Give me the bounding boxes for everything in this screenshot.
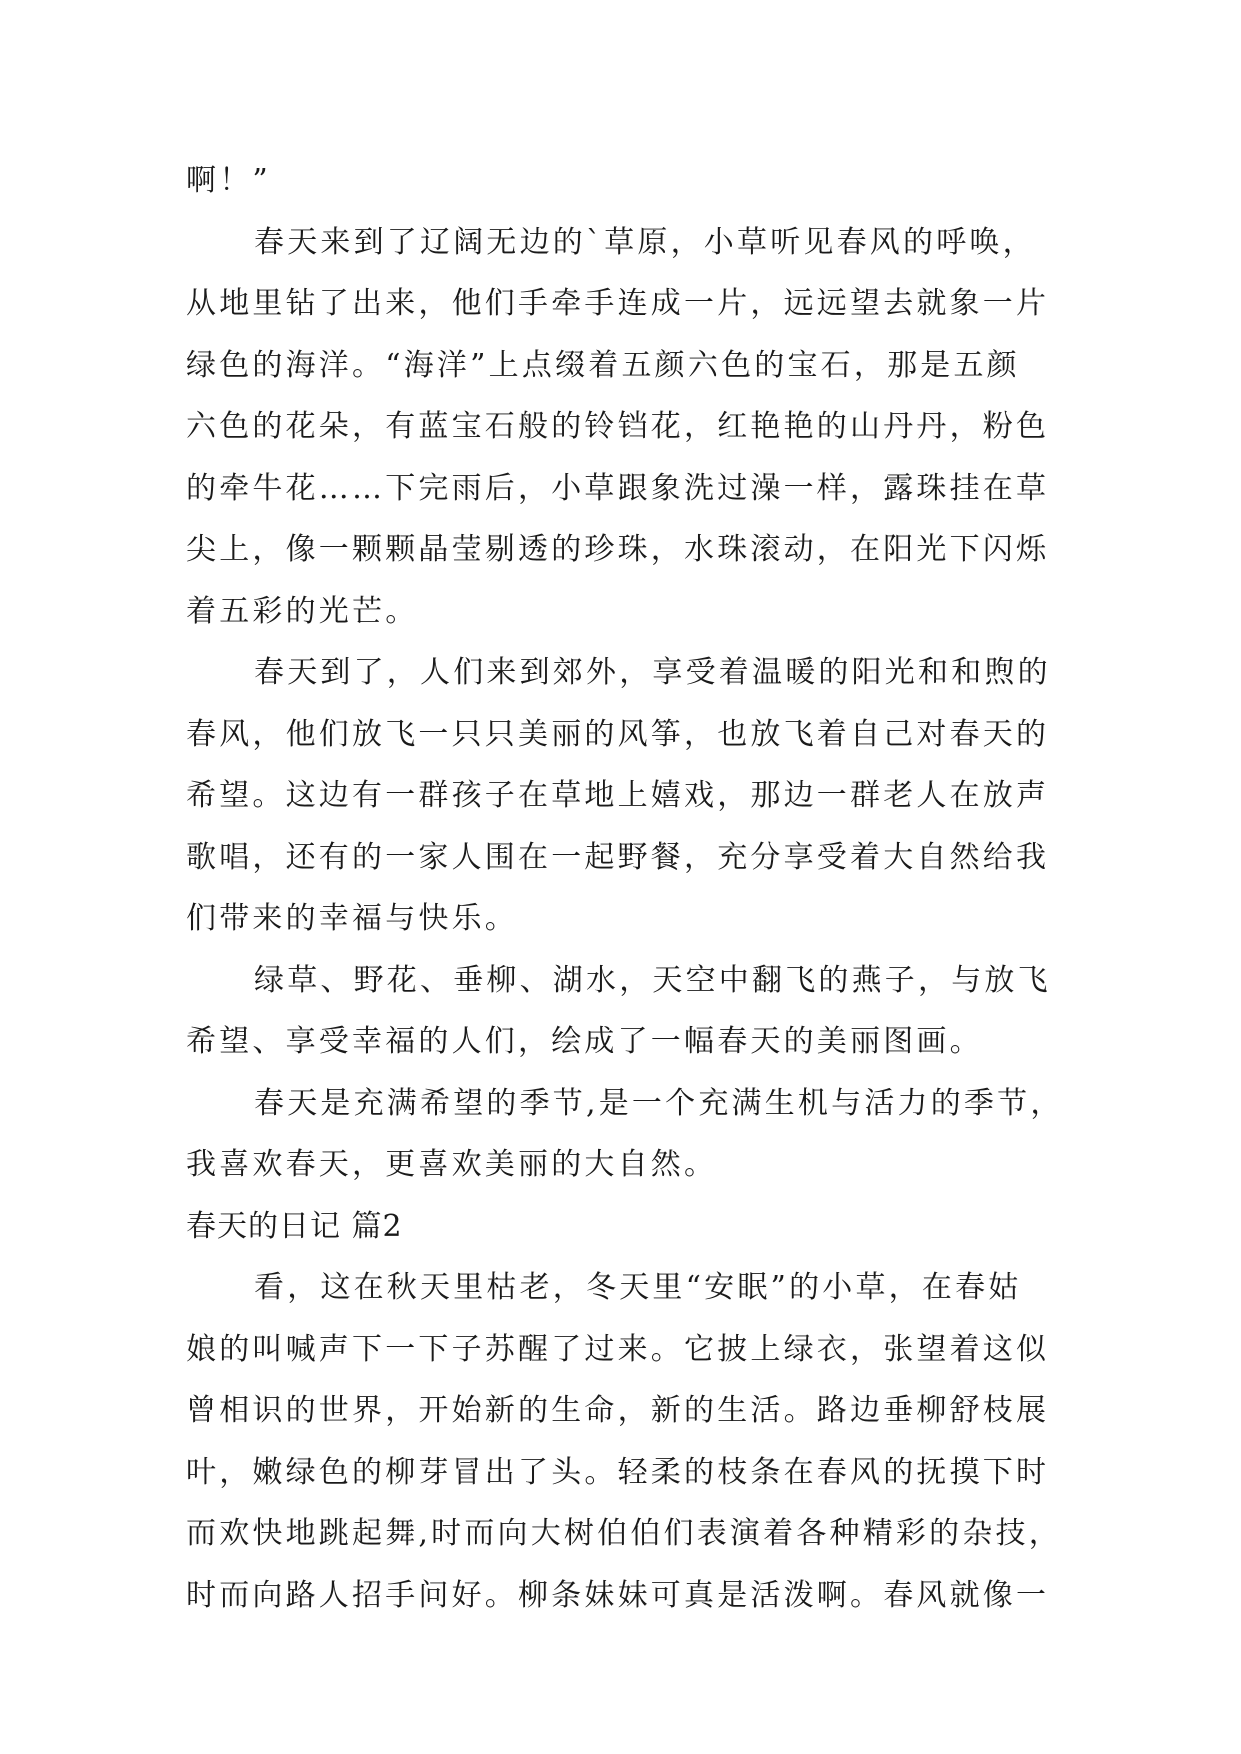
text-line: 看，这在秋天里枯老，冬天里“安眠”的小草，在春姑 — [254, 1270, 1022, 1305]
text-line: 叶，嫩绿色的柳芽冒出了头。轻柔的枝条在春风的抚摸下时 — [186, 1454, 1050, 1490]
text-line: 而欢快地跳起舞,时而向大树伯伯们表演着各种精彩的杂技， — [186, 1516, 1062, 1551]
text-line: 六色的花朵，有蓝宝石般的铃铛花，红艳艳的山丹丹，粉色 — [186, 409, 1050, 444]
text-line: 春天来到了辽阔无边的`草原，小草听见春风的呼唤， — [254, 224, 1036, 260]
text-line: 春风，他们放飞一只只美丽的风筝，也放飞着自己对春天的 — [186, 716, 1050, 752]
text-line: 歌唱，还有的一家人围在一起野餐，充分享受着大自然给我 — [186, 839, 1050, 875]
section-heading: 春天的日记 篇2 — [186, 1208, 403, 1244]
text-line: 希望、享受幸福的人们，绘成了一幅春天的美丽图画。 — [186, 1024, 983, 1059]
text-line: 着五彩的光芒。 — [186, 593, 419, 629]
text-line: 我喜欢春天，更喜欢美丽的大自然。 — [186, 1147, 718, 1182]
text-line: 尖上，像一颗颗晶莹剔透的珍珠，水珠滚动，在阳光下闪烁 — [186, 532, 1050, 567]
text-line: 的牵牛花……下完雨后，小草跟象洗过澡一样，露珠挂在草 — [186, 470, 1050, 506]
text-line: 希望。这边有一群孩子在草地上嬉戏，那边一群老人在放声 — [186, 778, 1050, 813]
text-line: 绿草、野花、垂柳、湖水，天空中翻飞的燕子，与放飞 — [254, 962, 1051, 998]
document-body — [186, 150, 1064, 1626]
text-line: 们带来的幸福与快乐。 — [186, 901, 518, 936]
text-line: 时而向路人招手问好。柳条妹妹可真是活泼啊。春风就像一 — [186, 1577, 1050, 1613]
text-line: 从地里钻了出来，他们手牵手连成一片，远远望去就象一片 — [186, 286, 1050, 321]
text-line: 娘的叫喊声下一下子苏醒了过来。它披上绿衣，张望着这似 — [186, 1331, 1050, 1367]
text-line: 啊！” — [186, 163, 271, 198]
text-line: 绿色的海洋。“海洋”上点缀着五颜六色的宝石，那是五颜 — [186, 347, 1020, 383]
text-line: 春天是充满希望的季节,是一个充满生机与活力的季节， — [254, 1085, 1064, 1121]
text-line: 曾相识的世界，开始新的生命，新的生活。路边垂柳舒枝展 — [186, 1393, 1050, 1428]
text-line: 春天到了，人们来到郊外，享受着温暖的阳光和和煦的 — [254, 655, 1051, 690]
